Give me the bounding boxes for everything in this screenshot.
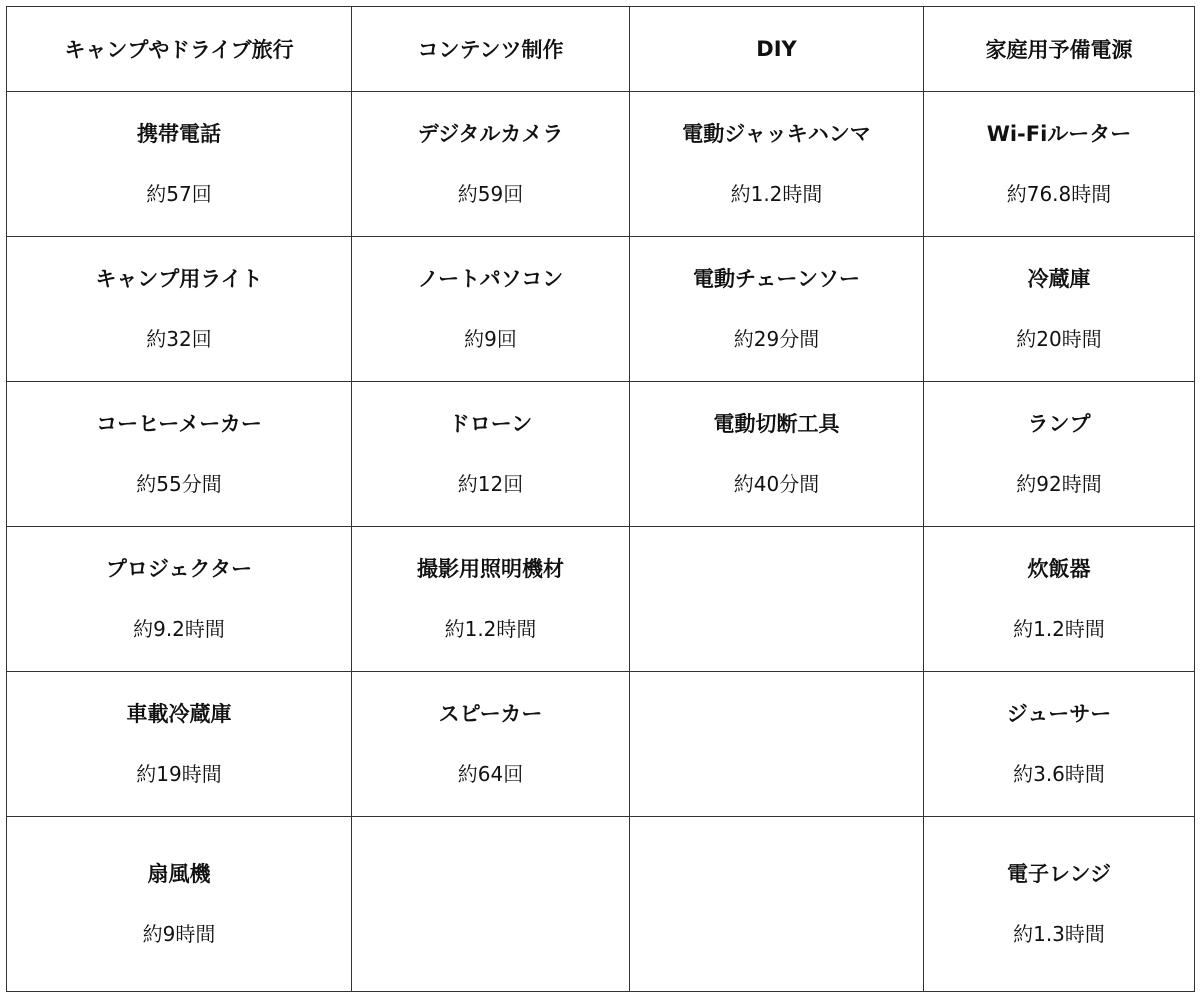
- table-cell: [630, 382, 924, 527]
- table-cell: [7, 672, 352, 817]
- table-cell: [7, 237, 352, 382]
- device-name: 携帯電話: [137, 122, 221, 146]
- device-name: 電子レンジ: [1007, 862, 1111, 886]
- device-runtime: 約32回: [146, 327, 212, 351]
- table-cell: [7, 382, 352, 527]
- device-runtime: 約64回: [457, 762, 524, 786]
- device-runtime: 約9回: [464, 327, 517, 351]
- table-cell: [352, 672, 630, 817]
- device-name: プロジェクター: [105, 557, 253, 581]
- device-name: 電動ジャッキハンマ: [682, 122, 871, 146]
- device-name: 車載冷蔵庫: [126, 702, 232, 726]
- device-name: デジタルカメラ: [417, 122, 564, 146]
- device-runtime: 約1.3時間: [1013, 922, 1105, 946]
- device-name: ドローン: [448, 412, 533, 436]
- device-name: 撮影用照明機材: [417, 557, 564, 581]
- empty-cell: [630, 817, 924, 992]
- table-cell: [352, 92, 630, 237]
- device-name: Wi-Fiルーター: [986, 122, 1132, 146]
- device-runtime: 約1.2時間: [730, 182, 823, 206]
- empty-cell: [630, 527, 924, 672]
- table-row: [7, 92, 1195, 237]
- device-runtime: 約9時間: [142, 922, 216, 946]
- device-name: 炊飯器: [1027, 557, 1091, 581]
- table-row: [7, 817, 1195, 992]
- device-name: 扇風機: [147, 862, 211, 886]
- device-runtime: 約19時間: [136, 762, 222, 786]
- device-runtime: 約76.8時間: [1006, 182, 1112, 206]
- device-runtime: 約1.2時間: [444, 617, 537, 641]
- device-name: ランプ: [1027, 412, 1091, 436]
- device-runtime: 約57回: [146, 182, 212, 206]
- device-name: 冷蔵庫: [1027, 267, 1091, 291]
- device-name: 電動チェーンソー: [693, 267, 860, 291]
- table-row: [7, 237, 1195, 382]
- header-diy: DIY: [630, 7, 924, 92]
- table-cell: [7, 527, 352, 672]
- header-row: [7, 7, 1195, 92]
- table-cell: [352, 382, 630, 527]
- empty-cell: [352, 817, 630, 992]
- table-cell: [7, 92, 352, 237]
- table-cell: [924, 817, 1195, 992]
- table-cell: [924, 672, 1195, 817]
- table-cell: [924, 92, 1195, 237]
- device-runtime: 約12回: [457, 472, 524, 496]
- empty-cell: [630, 672, 924, 817]
- device-name: 電動切断工具: [713, 412, 840, 436]
- device-runtime: 約3.6時間: [1013, 762, 1105, 786]
- table-row: [7, 382, 1195, 527]
- device-name: スピーカー: [438, 702, 543, 726]
- device-name: キャンプ用ライト: [95, 267, 263, 291]
- device-name: ノートパソコン: [417, 267, 564, 291]
- device-name: ジューサー: [1006, 702, 1112, 726]
- device-runtime: 約40分間: [733, 472, 820, 496]
- table-cell: [630, 237, 924, 382]
- table-cell: [924, 527, 1195, 672]
- table-cell: [352, 527, 630, 672]
- header-camping-drive: キャンプやドライブ旅行: [7, 7, 352, 92]
- device-runtime: 約9.2時間: [133, 617, 225, 641]
- table-row: [7, 527, 1195, 672]
- table-cell: [924, 382, 1195, 527]
- table-cell: [7, 817, 352, 992]
- device-runtime: 約55分間: [136, 472, 222, 496]
- header-content-creation: コンテンツ制作: [352, 7, 630, 92]
- device-usage-table: [6, 6, 1195, 992]
- header-home-backup: 家庭用予備電源: [924, 7, 1195, 92]
- table-cell: [630, 92, 924, 237]
- table-cell: [924, 237, 1195, 382]
- device-runtime: 約29分間: [733, 327, 820, 351]
- table-row: [7, 672, 1195, 817]
- device-runtime: 約20時間: [1016, 327, 1102, 351]
- device-runtime: 約59回: [457, 182, 524, 206]
- device-runtime: 約1.2時間: [1013, 617, 1105, 641]
- table-cell: [352, 237, 630, 382]
- device-name: コーヒーメーカー: [96, 412, 262, 436]
- device-runtime: 約92時間: [1016, 472, 1102, 496]
